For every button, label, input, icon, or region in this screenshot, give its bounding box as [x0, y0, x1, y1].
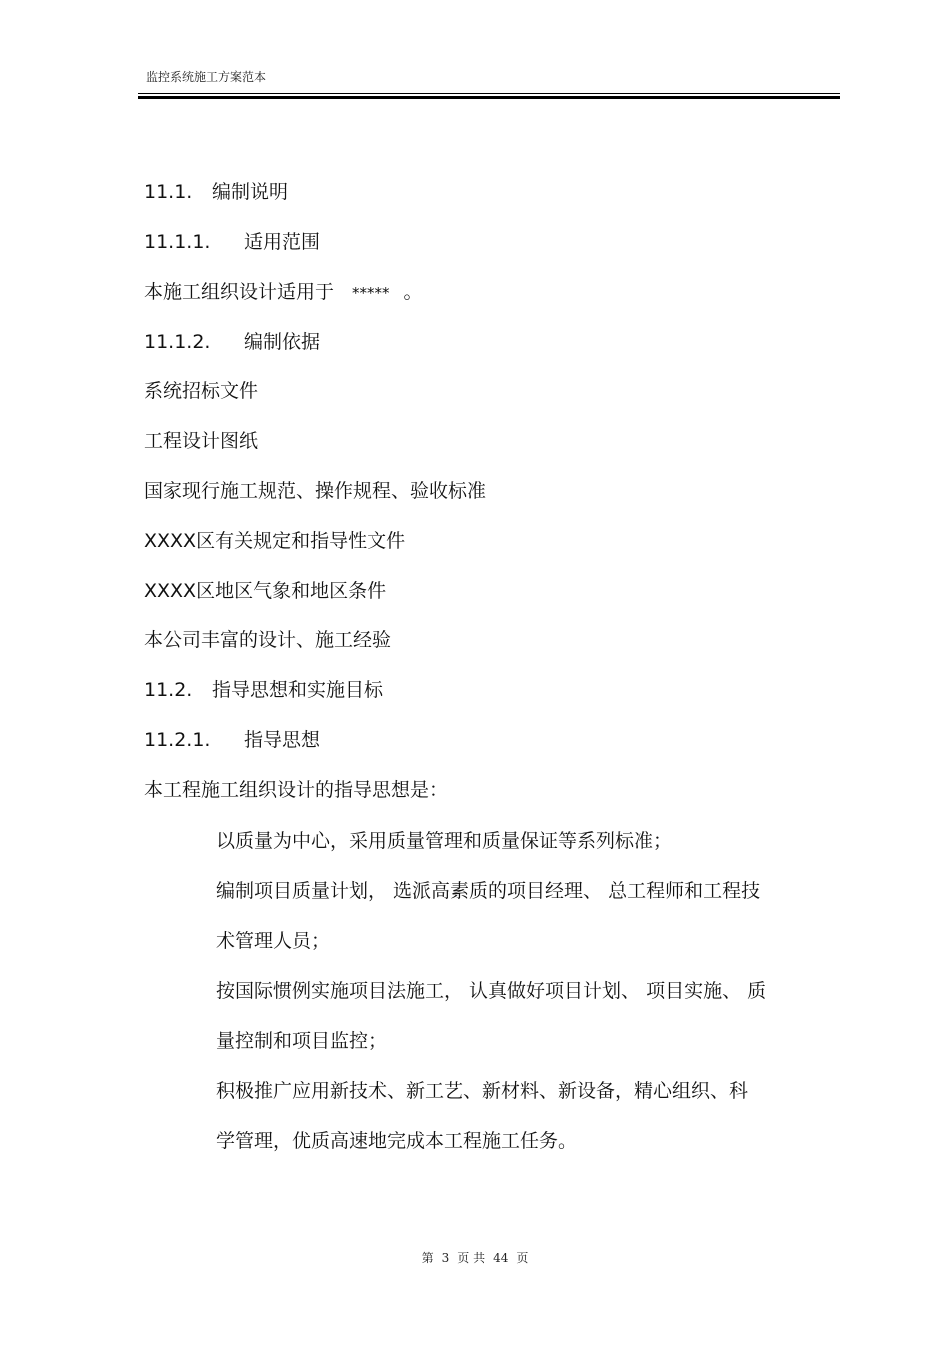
- section-heading-11-2-1: [144, 728, 320, 752]
- page-number: 3: [441, 1251, 450, 1265]
- basis-item: 国家现行施工规范、操作规程、验收标准: [144, 480, 487, 502]
- header-rule-thin: [138, 93, 840, 94]
- scope-paragraph: [144, 280, 423, 305]
- section-number: 11.1.1.: [144, 231, 211, 253]
- section-heading-11-1-1: [144, 230, 320, 254]
- section-title: 指导思想: [244, 729, 321, 751]
- footer-suffix: 页: [516, 1251, 529, 1265]
- section-number: 11.2.1.: [144, 729, 211, 751]
- section-number: 11.1.2.: [144, 331, 211, 353]
- guideline-line: 以质量为中心，采用质量管理和质量保证等系列标准；: [216, 830, 673, 852]
- scope-placeholder: *****: [352, 284, 390, 302]
- guideline-line: 学管理，优质高速地完成本工程施工任务。: [216, 1130, 578, 1152]
- header-rule-thick: [138, 96, 840, 99]
- section-title: 适用范围: [244, 231, 321, 253]
- footer-mid: 页 共: [457, 1251, 486, 1265]
- intro-paragraph: 本工程施工组织设计的指导思想是：: [144, 779, 449, 801]
- guideline-line: 编制项目质量计划， 选派高素质的项目经理、 总工程师和工程技: [216, 880, 761, 902]
- scope-text: 本施工组织设计适用于: [144, 281, 335, 303]
- section-number: 11.1.: [144, 181, 193, 203]
- guideline-line: 积极推广应用新技术、新工艺、新材料、新设备，精心组织、科: [216, 1080, 749, 1102]
- page-footer: [0, 1249, 950, 1266]
- footer-prefix: 第: [421, 1251, 434, 1265]
- section-heading-11-2: [144, 678, 383, 702]
- section-title: 指导思想和实施目标: [212, 679, 384, 701]
- section-title: 编制依据: [244, 331, 321, 353]
- basis-item: XXXX区地区气象和地区条件: [144, 580, 387, 602]
- total-pages: 44: [493, 1251, 509, 1265]
- basis-item: XXXX区有关规定和指导性文件: [144, 530, 406, 552]
- section-number: 11.2.: [144, 679, 193, 701]
- basis-item: 工程设计图纸: [144, 430, 259, 452]
- scope-end: 。: [403, 281, 423, 303]
- guideline-line: 按国际惯例实施项目法施工， 认真做好项目计划、 项目实施、 质: [216, 980, 767, 1002]
- header-title: 监控系统施工方案范本: [146, 70, 267, 84]
- basis-item: 本公司丰富的设计、施工经验: [144, 629, 392, 651]
- guideline-line: 量控制和项目监控；: [216, 1030, 388, 1052]
- section-title: 编制说明: [212, 181, 289, 203]
- guideline-line: 术管理人员；: [216, 930, 331, 952]
- section-heading-11-1-2: [144, 330, 320, 354]
- section-heading-11-1: [144, 180, 288, 204]
- basis-item: 系统招标文件: [144, 380, 259, 402]
